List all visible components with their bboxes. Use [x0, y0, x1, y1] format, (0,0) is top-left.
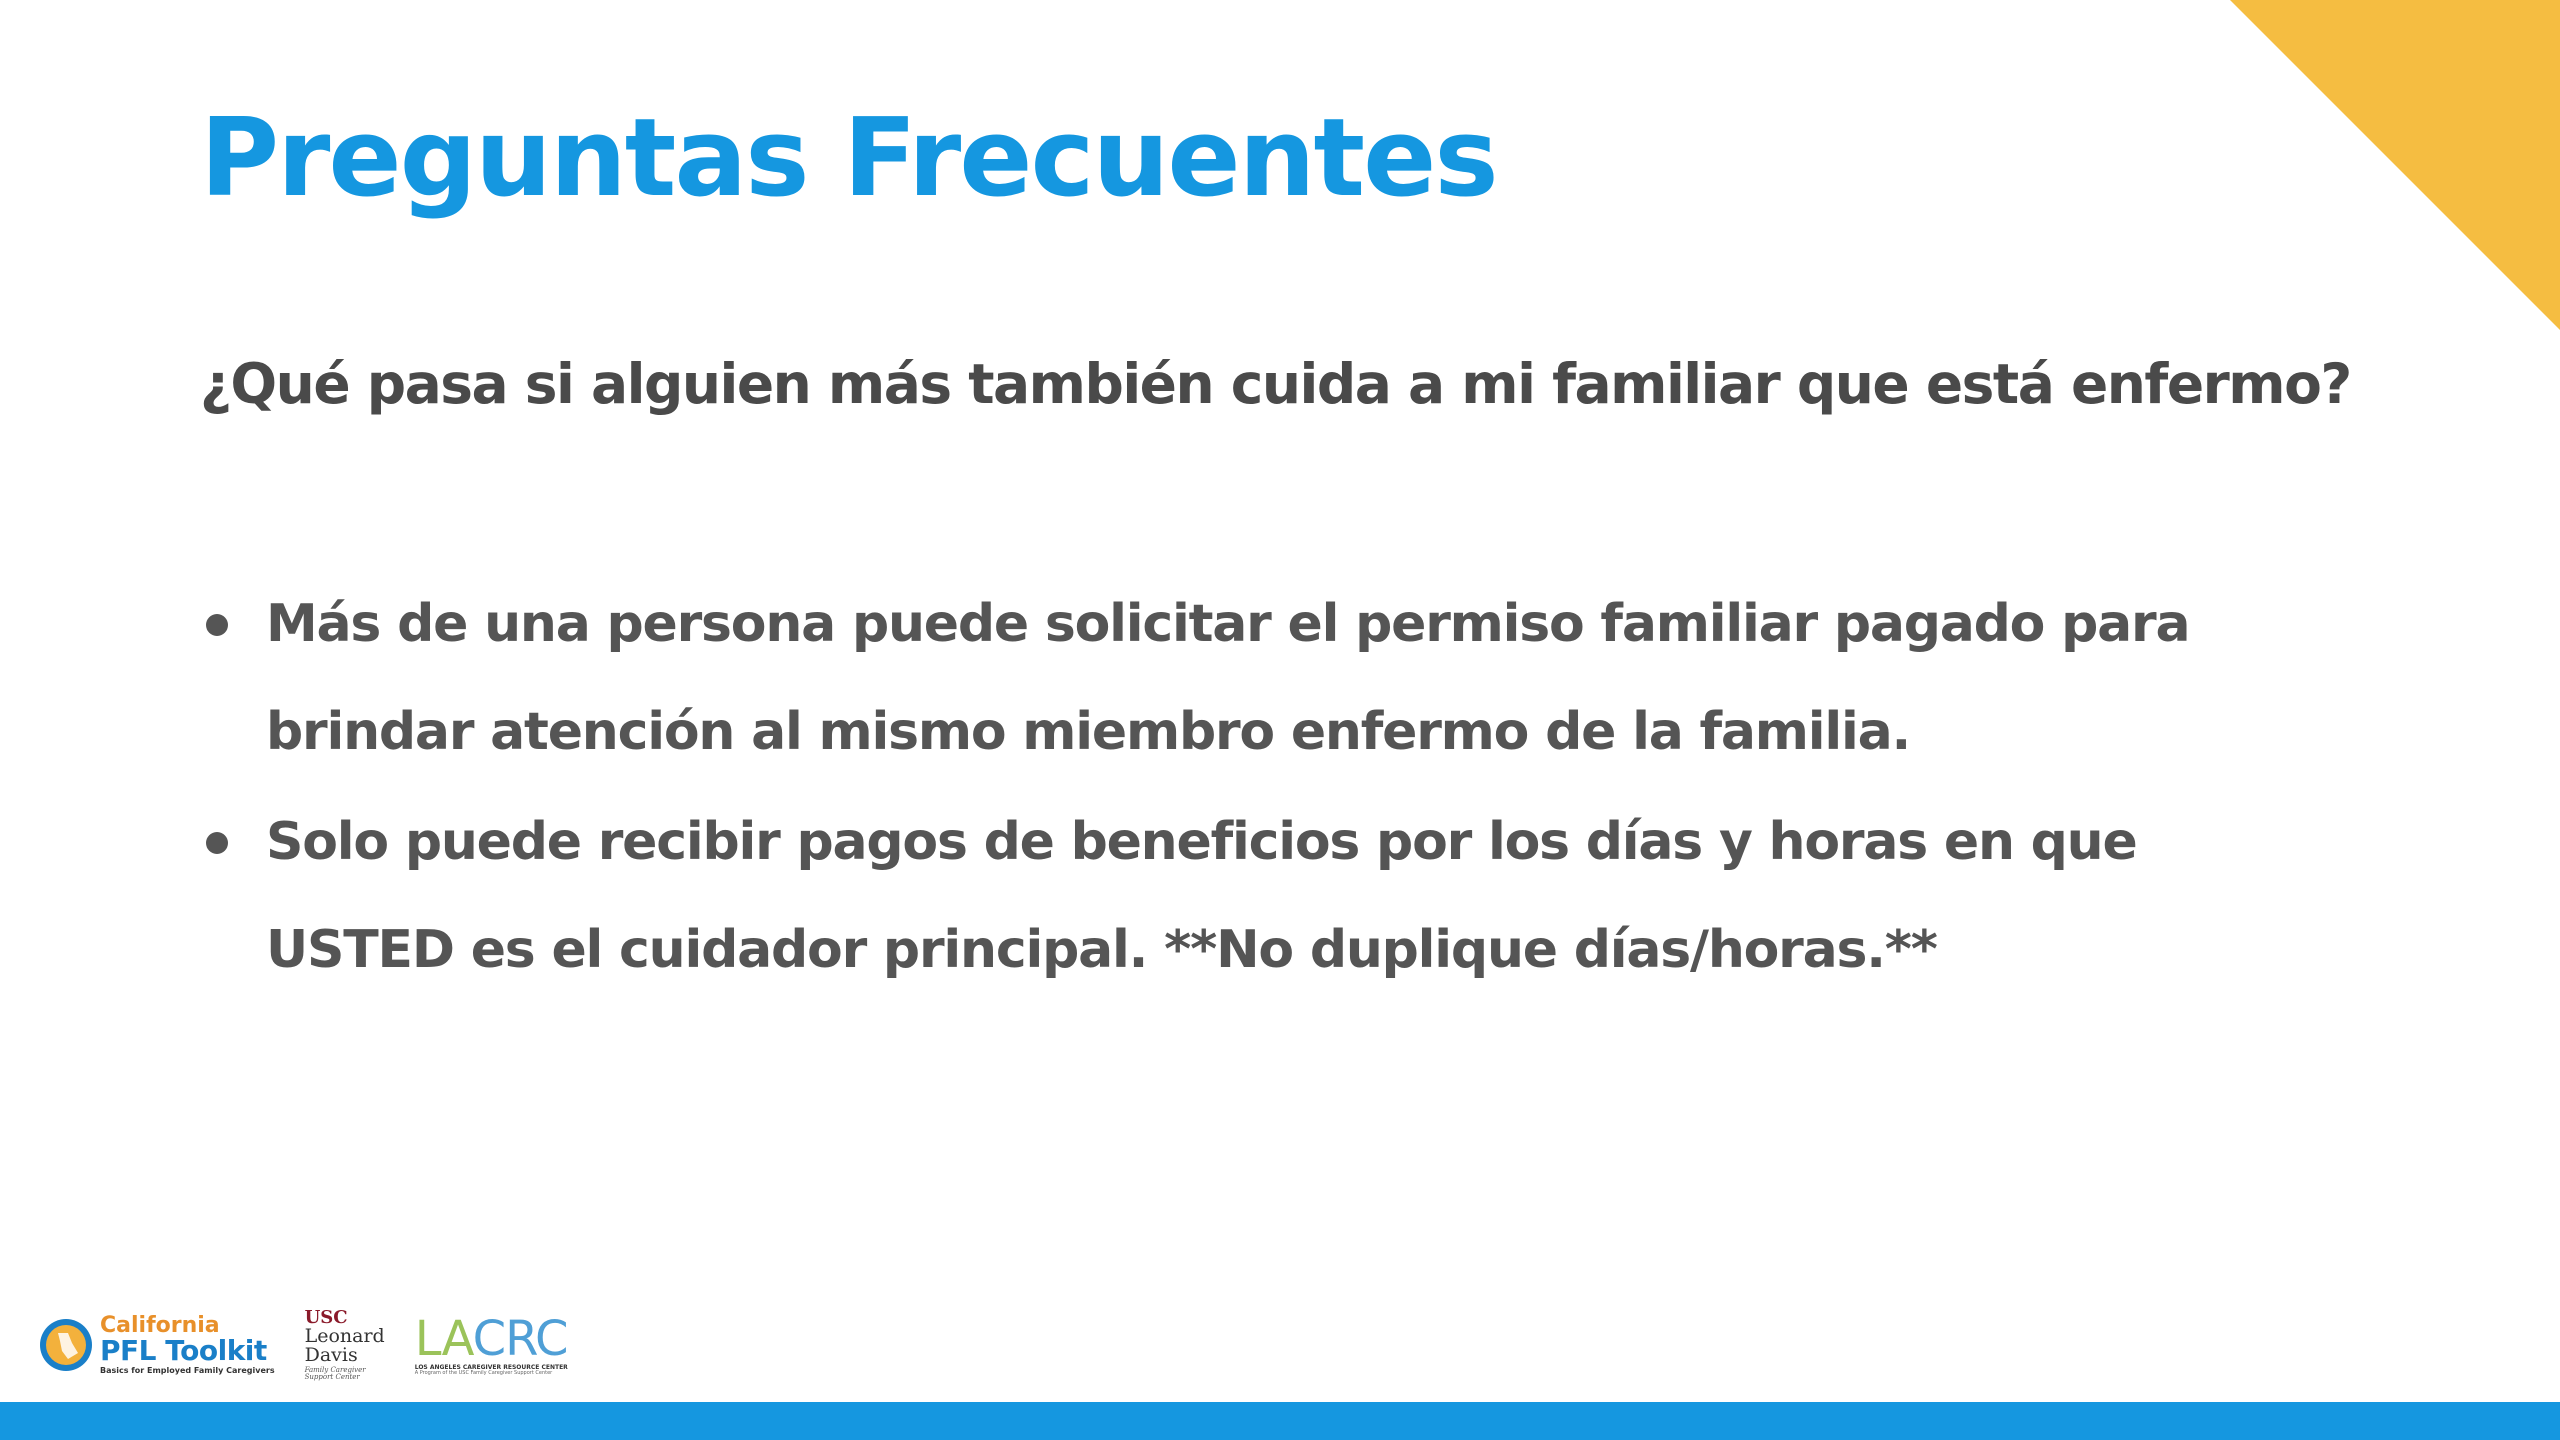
bullet-dot-icon: [206, 832, 228, 854]
lacrc-mark-la: LA: [414, 1310, 473, 1367]
pfl-tagline: Basics for Employed Family Caregivers: [100, 1366, 275, 1375]
usc-top-text: USC: [304, 1307, 348, 1328]
answer-bullet-1: [200, 570, 2250, 786]
slide-title: Preguntas Frecuentes: [200, 96, 1497, 221]
corner-decoration: [2230, 0, 2560, 334]
faq-question: ¿Qué pasa si alguien más también cuida a mi familiar que está enfermo?: [200, 352, 2351, 416]
pfl-toolkit-logo: [38, 1315, 275, 1375]
lacrc-logo: [414, 1310, 568, 1376]
lacrc-sub2-text: A Program of the USC Family Caregiver Support Center: [414, 1369, 553, 1376]
usc-line2: Davis: [304, 1344, 358, 1366]
pfl-toolkit-logo-icon: [38, 1317, 94, 1373]
corner-triangle-icon: [2230, 0, 2560, 330]
bullet-dot-icon: [206, 614, 228, 636]
answer-bullet-2: [200, 788, 2250, 1004]
footer-logos: [38, 1300, 568, 1390]
usc-line1: Leonard: [304, 1325, 385, 1347]
answer-text-1: Más de una persona puede solicitar el permiso familiar pagado para brindar atención al mismo miembro enfermo de la familia.: [266, 594, 2190, 762]
usc-sub-text: Family Caregiver Support Center: [304, 1366, 366, 1381]
pfl-california-text: California: [100, 1313, 220, 1338]
bottom-accent-bar: [0, 1402, 2560, 1440]
lacrc-sub-text: LOS ANGELES CAREGIVER RESOURCE CENTER: [414, 1363, 568, 1371]
usc-leonard-davis-logo: [305, 1309, 385, 1381]
lacrc-mark-crc: CRC: [472, 1310, 568, 1367]
pfl-toolkit-text: PFL Toolkit: [100, 1334, 267, 1367]
answer-text-2: Solo puede recibir pagos de beneficios por los días y horas en que USTED es el cuidador principal. **No duplique días/horas.**: [266, 812, 2137, 980]
answer-list: [200, 570, 2250, 1006]
